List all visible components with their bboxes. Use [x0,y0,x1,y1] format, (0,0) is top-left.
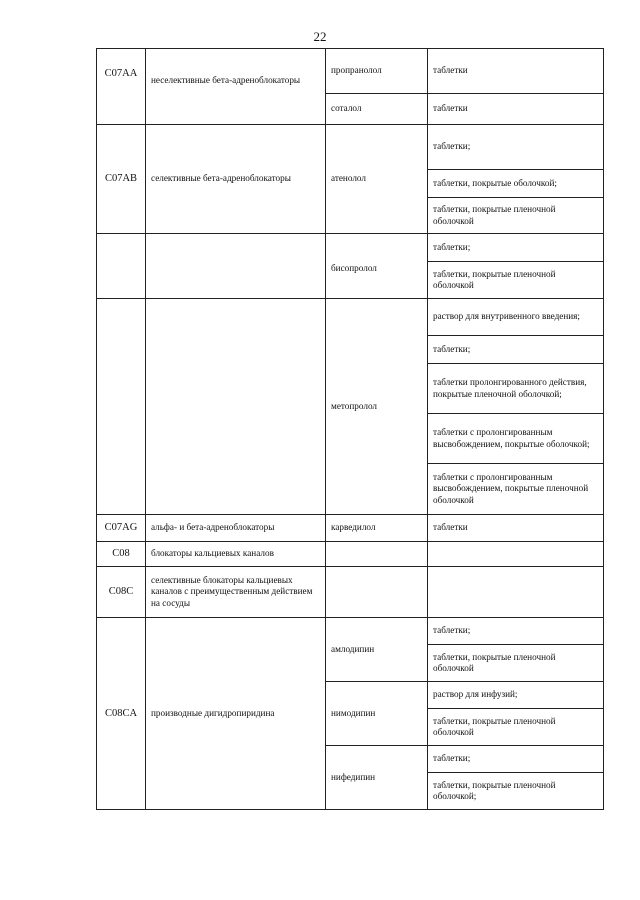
empty-drug-cell [326,567,428,618]
dosage-form-cell: таблетки пролонгированного действия, покрытые пленочной оболочкой; [428,364,604,414]
page-number: 22 [313,29,327,44]
group-name-cell: производные дигидропиридина [146,618,326,810]
drug-name-cell: атенолол [326,125,428,234]
drug-name-cell: бисопролол [326,234,428,299]
group-name-cell: неселективные бета-адреноблокаторы [146,49,326,125]
empty-drug-cell [326,542,428,567]
drug-name-cell: карведилол [326,515,428,542]
dosage-form-cell: таблетки, покрытые пленочной оболочкой [428,709,604,746]
group-name-cell: блокаторы кальциевых каналов [146,542,326,567]
dosage-form-cell: таблетки; [428,234,604,262]
empty-code-cell [97,234,146,299]
dosage-form-cell: таблетки, покрытые пленочной оболочкой; [428,773,604,810]
table-row [97,515,604,542]
table-row [97,299,604,336]
atc-code-cell: C08C [97,567,146,618]
atc-code-cell: C07AB [97,125,146,234]
table-row [97,125,604,170]
atc-code-cell: C08 [97,542,146,567]
drug-name-cell: соталол [326,94,428,125]
drug-name-cell: нифедипин [326,746,428,810]
dosage-form-cell: таблетки; [428,618,604,645]
group-name-cell: селективные бета-адреноблокаторы [146,125,326,234]
dosage-form-cell: таблетки, покрытые пленочной оболочкой [428,198,604,234]
drug-name-cell: метопролол [326,299,428,515]
atc-code-cell: C07AA [97,49,146,125]
table-row [97,234,604,262]
table-row [97,618,604,645]
dosage-form-cell: таблетки, покрытые пленочной оболочкой [428,645,604,682]
dosage-form-cell: раствор для внутривенного введения; [428,299,604,336]
dosage-form-cell: раствор для инфузий; [428,682,604,709]
table-row [97,567,604,618]
dosage-form-cell: таблетки, покрытые пленочной оболочкой [428,262,604,299]
drug-name-cell: пропранолол [326,49,428,94]
drug-classification-table [96,48,604,810]
empty-code-cell [97,299,146,515]
dosage-form-cell: таблетки [428,515,604,542]
dosage-form-cell: таблетки, покрытые оболочкой; [428,170,604,198]
group-name-cell: альфа- и бета-адреноблокаторы [146,515,326,542]
dosage-form-cell: таблетки [428,94,604,125]
group-name-cell: селективные блокаторы кальциевых каналов с преимущественным действием на сосуды [146,567,326,618]
dosage-form-cell: таблетки; [428,125,604,170]
empty-form-cell [428,542,604,567]
empty-group-cell [146,299,326,515]
atc-code-cell: C07AG [97,515,146,542]
empty-group-cell [146,234,326,299]
dosage-form-cell: таблетки; [428,336,604,364]
dosage-form-cell: таблетки; [428,746,604,773]
empty-form-cell [428,567,604,618]
drug-name-cell: амлодипин [326,618,428,682]
drug-name-cell: нимодипин [326,682,428,746]
table-row [97,49,604,94]
dosage-form-cell: таблетки с пролонгированным высвобождением, покрытые оболочкой; [428,414,604,464]
atc-code-cell: C08CA [97,618,146,810]
table-row [97,542,604,567]
dosage-form-cell: таблетки [428,49,604,94]
dosage-form-cell: таблетки с пролонгированным высвобождением, покрытые пленочной оболочкой [428,464,604,515]
